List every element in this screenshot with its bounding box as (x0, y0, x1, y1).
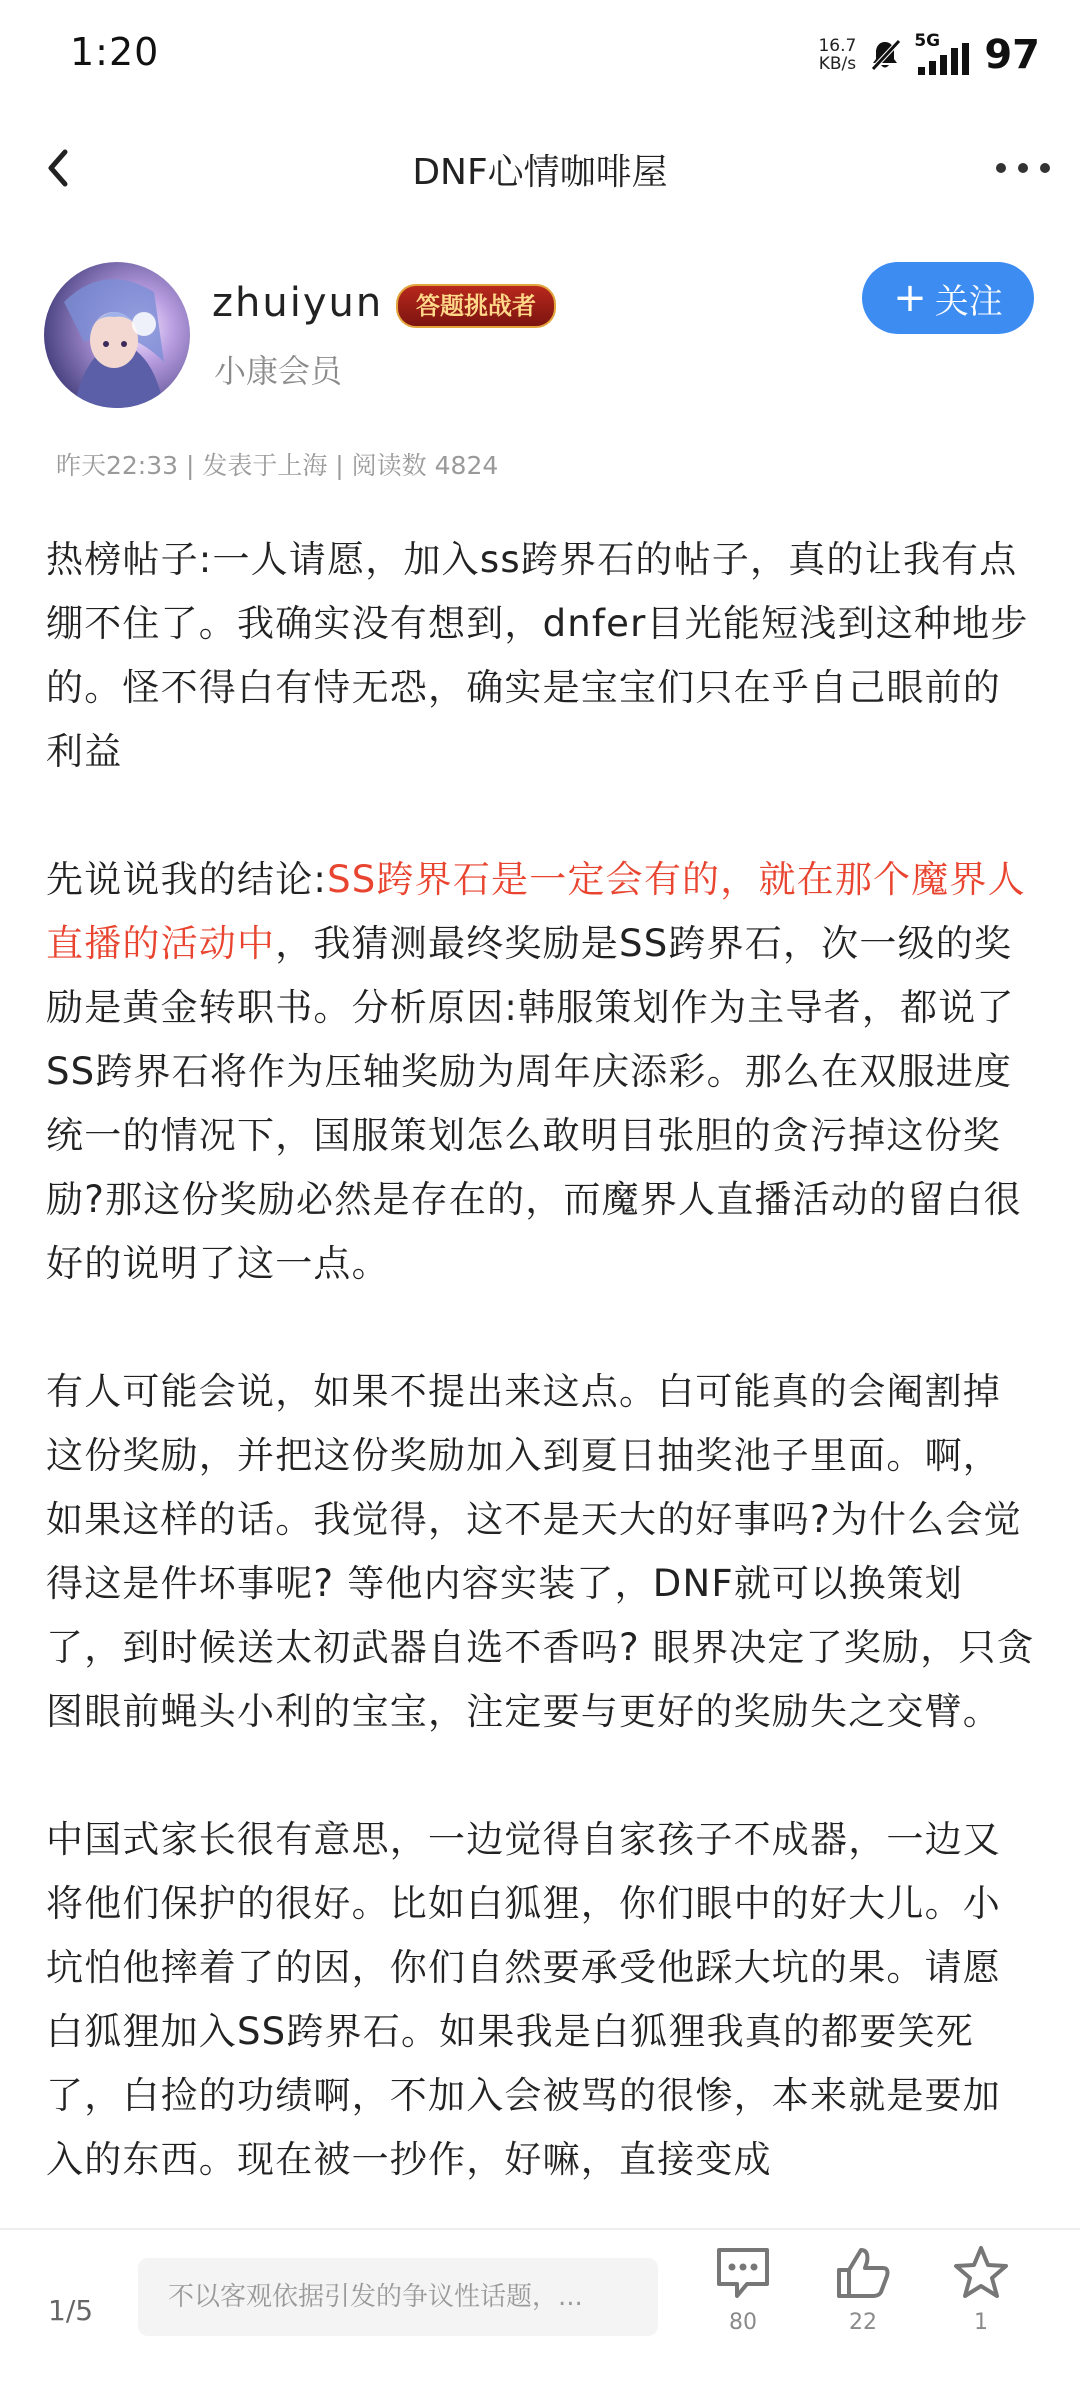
like-count: 22 (849, 2310, 877, 2335)
avatar[interactable] (44, 262, 190, 408)
page-indicator[interactable]: 1/5 (48, 2294, 94, 2327)
conclusion-rest: ，我猜测最终奖励是SS跨界石，次一级的奖励是黄金转职书。分析原因:韩服策划作为主导者，都说了SS跨界石将作为压轴奖励为周年庆添彩。那么在双服进度统一的情况下，国服策划怎么敢明目张胆的贪污掉这份奖励?那这份奖励必然是存在的，而魔界人直播活动的留白很好的说明了这一点。 (46, 922, 1022, 1285)
more-dots-icon (995, 162, 1051, 174)
cellular-signal (914, 31, 972, 75)
battery-level: 97 (984, 32, 1040, 78)
plus-icon: + (893, 275, 927, 321)
status-icons (818, 30, 1040, 80)
comment-icon (713, 2244, 773, 2302)
like-button[interactable] (818, 2244, 908, 2335)
author-header (0, 250, 1080, 420)
conclusion-prefix: 先说说我的结论: (46, 858, 328, 901)
favorite-button[interactable] (936, 2244, 1026, 2335)
star-icon (951, 2244, 1011, 2302)
avatar-image (44, 262, 190, 408)
page-title: DNF心情咖啡屋 (412, 152, 668, 193)
network-speed-unit: KB/s (818, 54, 857, 74)
post-meta: 昨天22:33 | 发表于上海 | 阅读数 4824 (56, 451, 499, 480)
highlighted-conclusion: SS跨界石是一定会有的，就在那个魔界人直播的活动中 (46, 858, 1026, 965)
post-paragraph-2 (46, 848, 1036, 1296)
nav-bar (0, 118, 1080, 218)
bottom-action-bar (0, 2228, 1080, 2402)
status-bar (0, 0, 1080, 118)
status-time: 1:20 (70, 30, 160, 74)
comment-input[interactable]: 不以客观依据引发的争议性话题，... (138, 2258, 658, 2336)
network-speed (818, 37, 856, 73)
comment-count: 80 (729, 2310, 757, 2335)
favorite-count: 1 (974, 2310, 988, 2335)
more-options-button[interactable] (988, 140, 1058, 196)
post-paragraph-3: 有人可能会说，如果不提出来这点。白可能真的会阉割掉这份奖励，并把这份奖励加入到夏日抽奖池子里面。啊，如果这样的话。我觉得，这不是天大的好事吗?为什么会觉得这是件坏事呢? 等他内容实装了，DNF就可以换策划了，到时候送太初武器自选不香吗? 眼界决定了奖励，只贪图眼前蝇头小利的宝宝，注定要与更好的奖励失之交臂。 (46, 1370, 1035, 1733)
network-speed-value: 16.7 (818, 36, 857, 56)
author-level: 小康会员 (214, 352, 343, 390)
signal-bars-icon (918, 43, 972, 75)
follow-label: 关注 (934, 281, 1003, 322)
follow-button[interactable] (862, 262, 1034, 334)
thumbs-up-icon (833, 2244, 893, 2302)
comment-button[interactable] (698, 2244, 788, 2335)
notification-muted-icon (868, 38, 902, 72)
post-paragraph-1: 热榜帖子:一人请愿，加入ss跨界石的帖子，真的让我有点绷不住了。我确实没有想到，dnfer目光能短浅到这种地步的。怪不得白有恃无恐，确实是宝宝们只在乎自己眼前的利益 (46, 538, 1029, 773)
post-paragraph-4: 中国式家长很有意思，一边觉得自家孩子不成器，一边又将他们保护的很好。比如白狐狸，你们眼中的好大儿。小坑怕他摔着了的因，你们自然要承受他踩大坑的果。请愿白狐狸加入SS跨界石。如果我是白狐狸我真的都要笑死了，白捡的功绩啊，不加入会被骂的很惨，本来就是要加入的东西。现在被一抄作，好嘛，直接变成 (46, 1818, 1001, 2181)
post-body (46, 528, 1036, 2228)
author-name[interactable]: zhuiyun (212, 280, 384, 326)
author-badge: 答题挑战者 (396, 284, 556, 328)
network-type: 5G (914, 31, 941, 51)
